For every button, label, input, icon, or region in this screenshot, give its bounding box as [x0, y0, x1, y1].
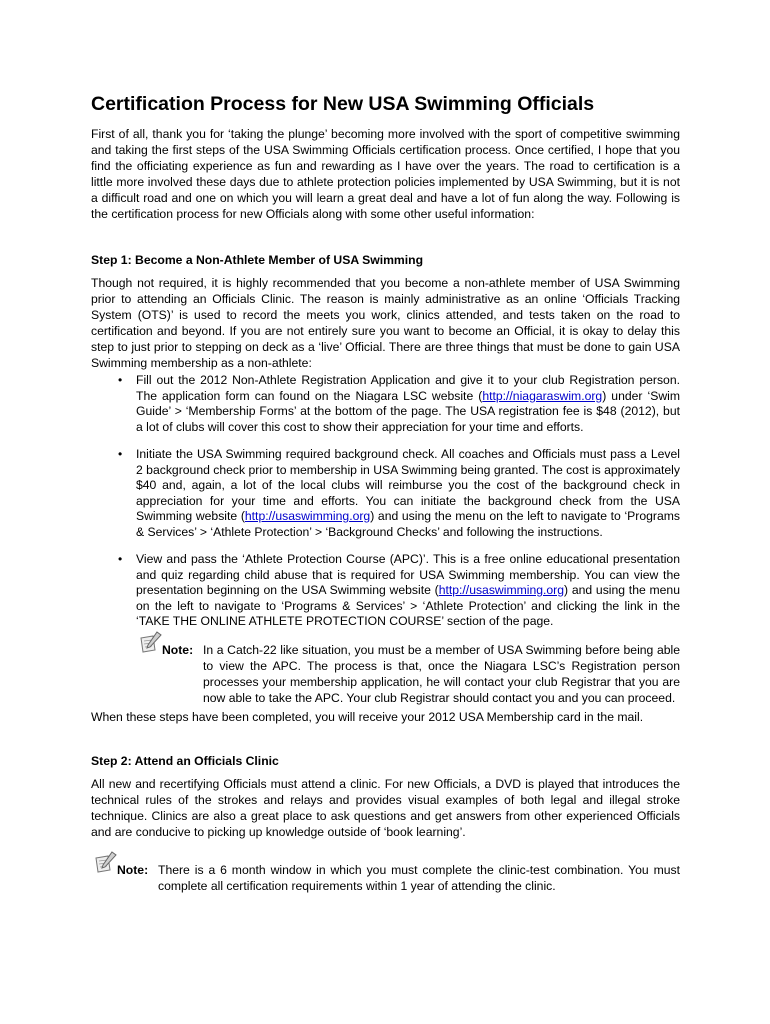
bullet-icon: •: [118, 447, 123, 461]
step1-paragraph: Though not required, it is highly recommended that you become a non-athlete member of USA Swimming prior to attending an Officials Clinic. The reason is mainly administrative as an online ‘Officials Tracking System (OTS)’ is used to record the meets you work, clinics attended, and tests taken on the road to certification and beyond. If you are not entirely sure you want to become an Official, it is okay to delay this step to just prior to stepping on deck as a ‘live’ Official. There are three things that must be done to gain USA Swimming membership as a non-athlete:: [91, 276, 680, 370]
step1-closing: When these steps have been completed, you will receive your 2012 USA Membership card in the mail.: [91, 709, 644, 724]
bullet-icon: •: [118, 552, 123, 566]
list-item-text: ) under ‘Swim Guide’ > ‘Membership Forms’ at the bottom of the page. The USA registration fee is $48 (2012), but a lot of clubs will cover this cost to show their appreciation for your time and efforts.: [136, 388, 680, 434]
bullet-icon: •: [118, 373, 123, 387]
note-text: There is a 6 month window in which you must complete the clinic-test combination. You must complete all certification requirements within 1 year of attending the clinic.: [158, 862, 680, 893]
list-item: [91, 373, 680, 435]
note-label: Note:: [117, 862, 149, 877]
list-item-text: ) and using the menu on the left to navigate to ‘Programs & Services’ > ‘Athlete Protection’ > ‘Background Checks’ and following the instructions.: [136, 509, 680, 539]
note-pencil-icon: [138, 630, 164, 656]
list-item-text: ) and using the menu on the left to navigate to ‘Programs & Services’ > ‘Athlete Protection’ and clicking the link in the ‘TAKE THE ONLINE ATHLETE PROTECTION COURSE’ section of the page.: [136, 583, 680, 628]
usaswimming-link[interactable]: http://usaswimming.org: [244, 509, 371, 523]
step1-note: [91, 642, 680, 706]
page-title: Certification Process for New USA Swimming Officials: [91, 93, 595, 115]
step1-bullet-list: [91, 373, 680, 630]
list-item-text: Initiate the USA Swimming required background check. All coaches and Officials must pass a Level 2 background check prior to membership in USA Swimming being granted. The cost is approximately $40 and, again, a lot of the local clubs will reimburse you the cost of the background check in appreciation for your time and efforts. You can initiate the background check from the USA Swimming website (: [136, 447, 680, 523]
note-text: In a Catch-22 like situation, you must be a member of USA Swimming before being able to view the APC. The process is that, once the Niagara LSC’s Registration person processes your membership application, he will contact your club Registrar that you are now able to take the APC. Your club Registrar should contact you and you can proceed.: [203, 642, 680, 705]
note-pencil-icon: [93, 850, 119, 876]
step1-heading: Step 1: Become a Non-Athlete Member of USA Swimming: [91, 253, 424, 267]
usaswimming-link[interactable]: http://usaswimming.org: [438, 583, 565, 597]
list-item-text: Fill out the 2012 Non-Athlete Registration Application and give it to your club Registration person. The application form can found on the Niagara LSC website (: [136, 373, 680, 403]
document-page: [91, 92, 680, 894]
list-item-text: View and pass the ‘Athlete Protection Course (APC)’. This is a free online educational presentation and quiz regarding child abuse that is required for USA Swimming membership. You can view the presentation beginning on the USA Swimming website (: [136, 552, 680, 597]
list-item: [91, 552, 680, 630]
step2-paragraph: All new and recertifying Officials must attend a clinic. For new Officials, a DVD is played that introduces the technical rules of the strokes and relays and provides visual examples of both legal and illegal stroke technique. Clinics are also a great place to ask questions and get answers from other experienced Officials and are conducive to picking up knowledge outside of ‘book learning’.: [91, 776, 680, 839]
step2-note: [91, 862, 680, 894]
list-item: [91, 447, 680, 540]
intro-paragraph: First of all, thank you for ‘taking the plunge’ becoming more involved with the sport of competitive swimming and taking the first steps of the USA Swimming Officials certification process. Once certified, I hope that you find the officiating experience as fun and rewarding as I have over the years. The road to certification is a little more involved these days due to athlete protection policies implemented by USA Swimming, but it is not a difficult road and one on which you will learn a great deal and have a lot of fun along the way. Following is the certification process for new Officials along with some other useful information:: [91, 127, 680, 221]
step2-heading: Step 2: Attend an Officials Clinic: [91, 753, 279, 768]
note-label: Note:: [162, 642, 194, 657]
niagara-link[interactable]: http://niagaraswim.org: [482, 388, 603, 403]
